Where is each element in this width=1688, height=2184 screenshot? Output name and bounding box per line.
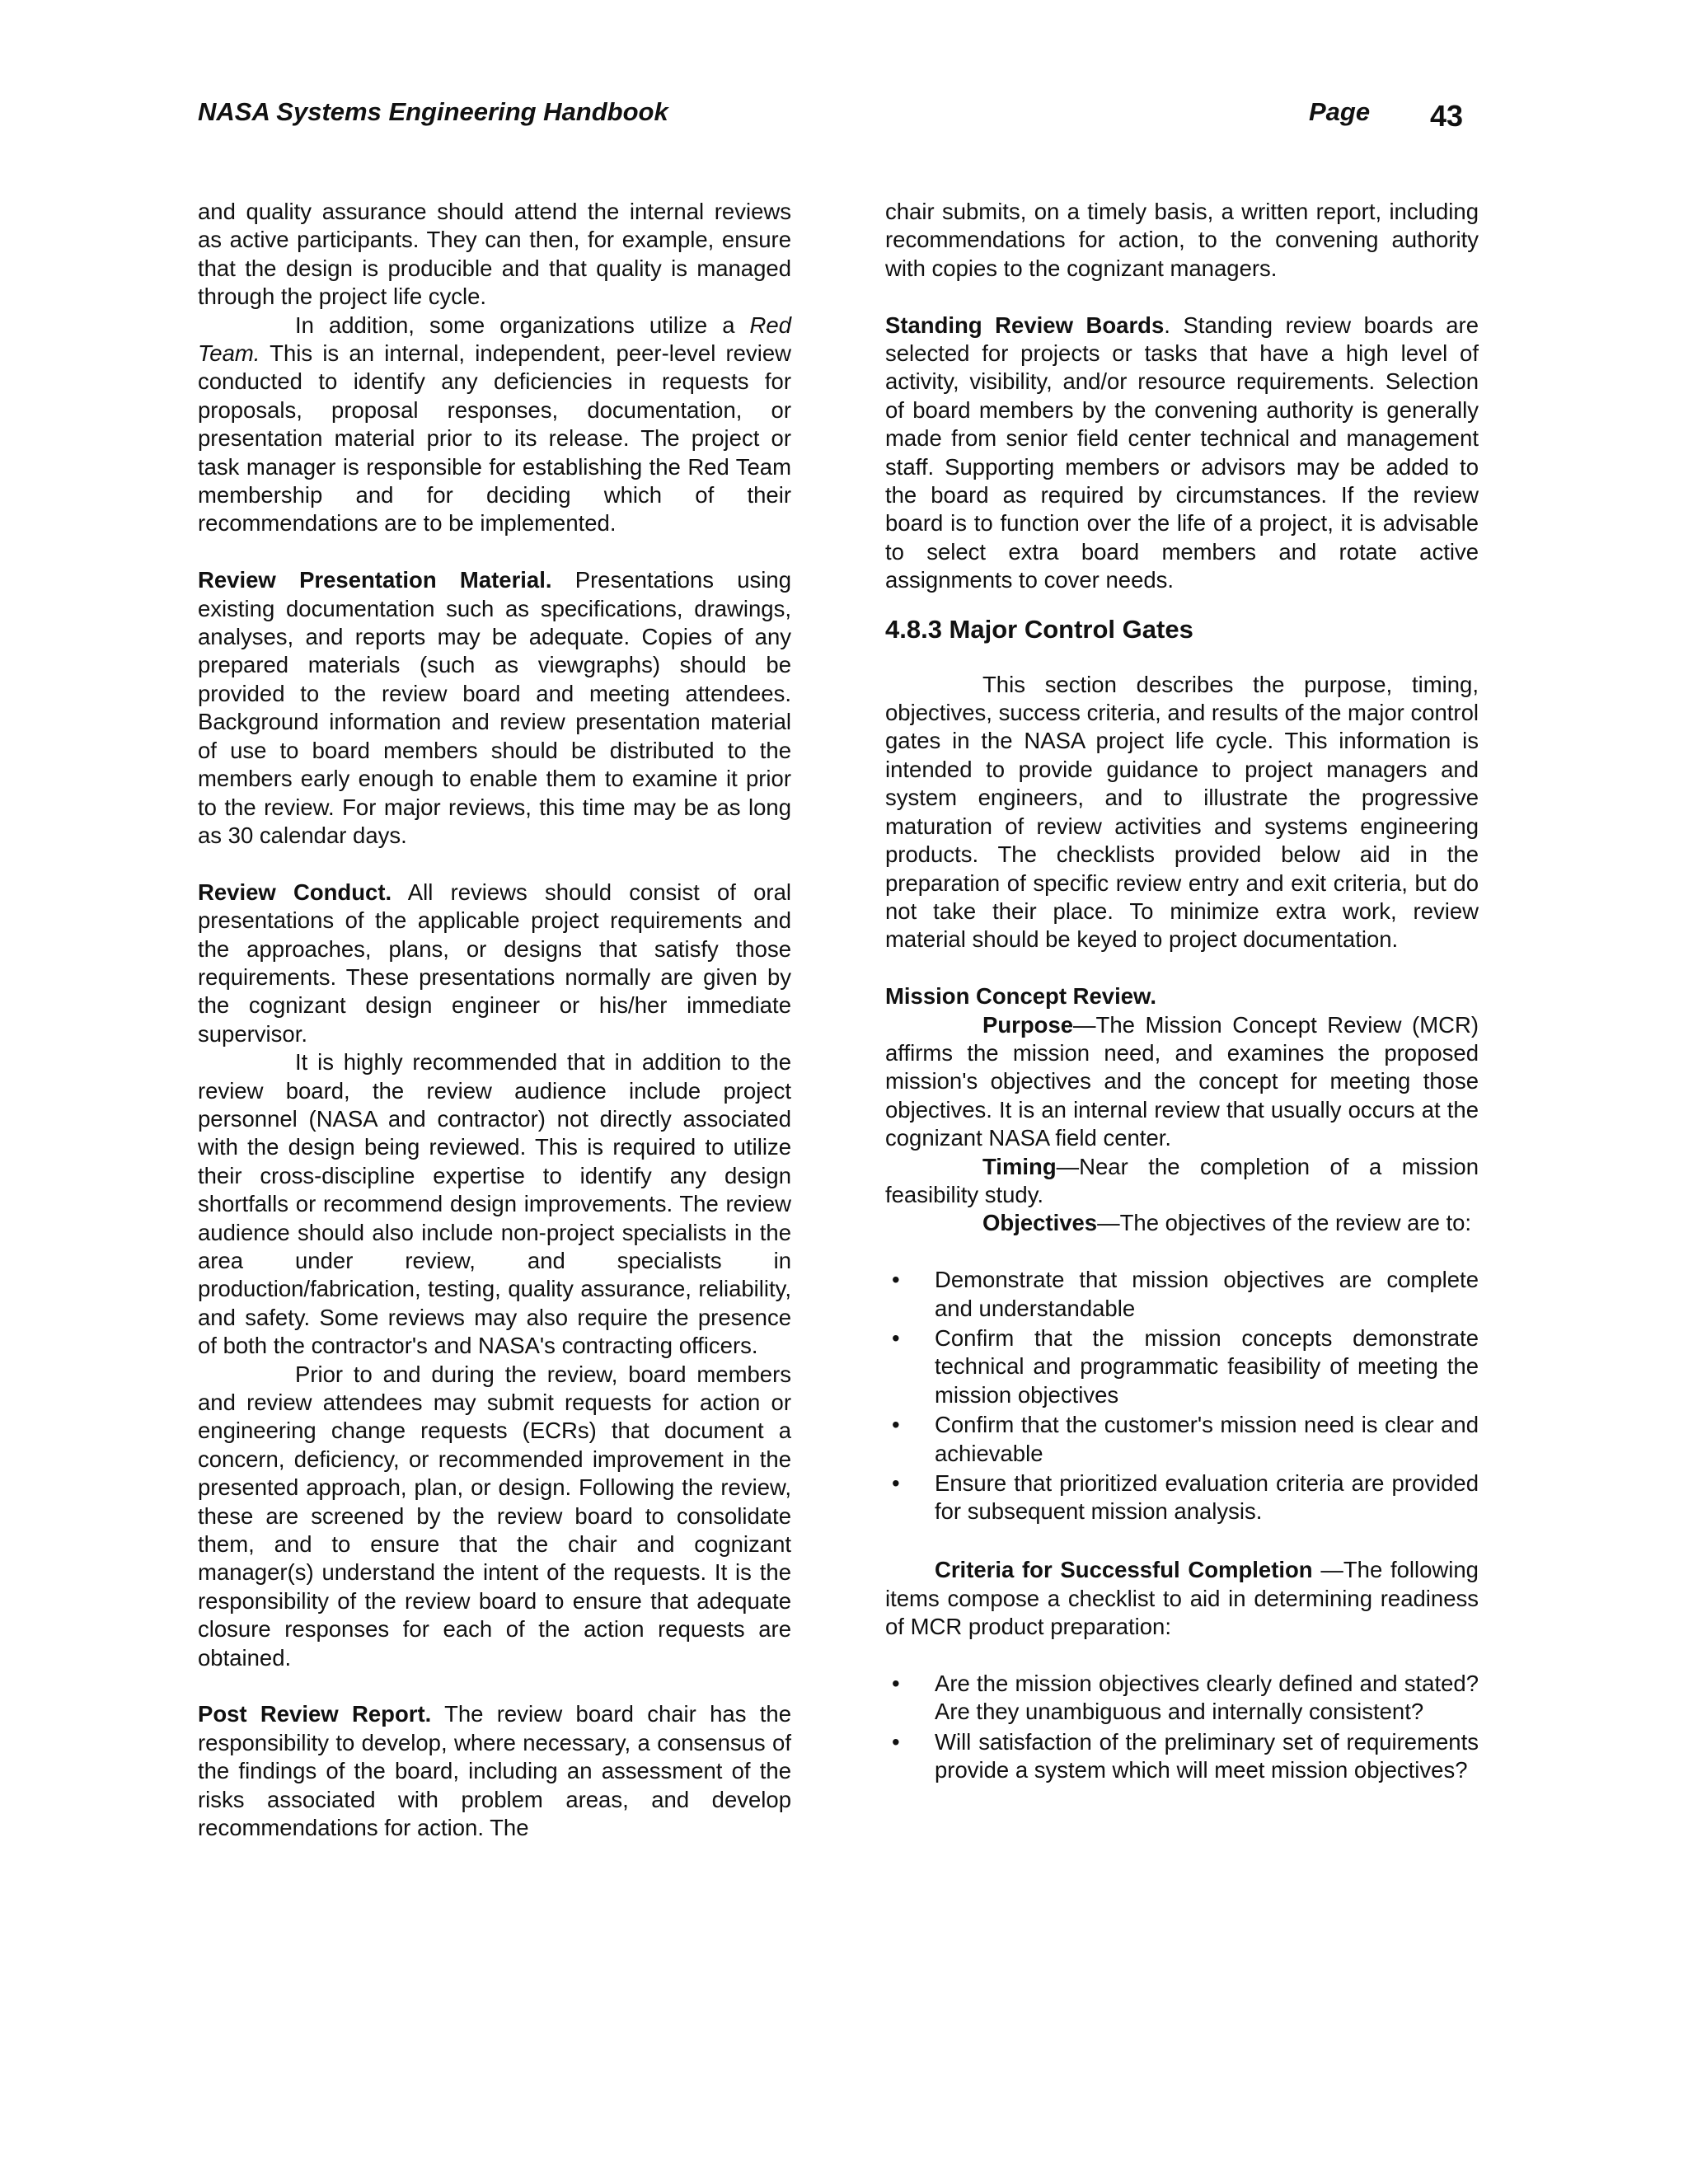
list-item: • Confirm that the customer's mission need is clear and achievable (892, 1412, 1479, 1466)
purpose-label: Purpose (982, 1011, 1074, 1038)
right-column (885, 198, 1479, 1786)
review-conduct-body: All reviews should consist of oral presentations of the applicable project requirements and the approaches, plans, or designs that satisfy those requirements. These presentations normally are given by the cognizant design engineer or his/her immediate supervisor. (198, 879, 791, 1047)
bullet-icon: • (892, 1470, 900, 1497)
criteria-list (885, 1670, 1479, 1785)
paragraph-quality-assurance: and quality assurance should attend the internal reviews as active participants. They can then, for example, ensure that the design is producible and that quality is managed through the project life cycle. (198, 199, 791, 310)
paragraph-chair-submits: chair submits, on a timely basis, a written report, including recommendations for action, to the convening authority with copies to the cognizant managers. (885, 199, 1479, 281)
purpose-body: —The Mission Concept Review (MCR) affirms the mission need, and examines the proposed mission's objectives and the concept for meeting those objectives. It is an internal review that usually occurs at the cognizant NASA field center. (885, 1011, 1479, 1151)
list-item: • Ensure that prioritized evaluation criteria are provided for subsequent mission analysis. (892, 1470, 1479, 1525)
red-team-body: This is an internal, independent, peer-level review conducted to identify any deficiencies in requests for proposals, proposal responses, documentation, or presentation material prior to its release. The project or task manager is responsible for establishing the Red Team membership and for deciding which of their recommendations are to be implemented. (198, 340, 791, 537)
left-column (198, 198, 791, 1843)
bullet-icon: • (892, 1728, 900, 1755)
objectives-label: Objectives (982, 1210, 1098, 1236)
list-item: • Confirm that the mission concepts demonstrate technical and programmatic feasibility of meeting the mission objectives (892, 1324, 1479, 1408)
timing-label: Timing (982, 1153, 1057, 1179)
list-item: • Demonstrate that mission objectives are complete and understandable (892, 1267, 1479, 1321)
review-presentation-material-heading: Review Presentation Material. (198, 567, 552, 593)
bullet-icon: • (892, 1324, 900, 1351)
page-header (198, 97, 1467, 140)
section-heading: 4.8.3 Major Control Gates (885, 614, 1193, 644)
bullet-icon: • (892, 1267, 900, 1293)
success-criteria-label: Criteria for Successful Completion (935, 1557, 1313, 1583)
paragraph-section-intro: This section describes the purpose, timing, objectives, success criteria, and results of the major control gates in the NASA project life cycle. This information is intended to provide guidance to project managers and system engineers, and to illustrate the progressive maturation of review activities and systems engineering products. The checklists provided below aid in the preparation of specific review entry and exit criteria, but do not take their place. To minimize extra work, review material should be keyed to project documentation. (885, 671, 1479, 953)
paragraph-objectives (885, 1209, 1479, 1237)
review-presentation-material-body: Presentations using existing documentation such as specifications, drawings, analyses, and reports may be adequate. Copies of any prepared materials (such as viewgraphs) should be provided to the review board and meeting attendees. Background information and review presentation material of use to board members should be distributed to the members early enough to enable them to examine it prior to the review. For major reviews, this time may be as long as 30 calendar days. (198, 567, 791, 848)
bullet-icon: • (892, 1412, 900, 1438)
red-team-intro: In addition, some organizations utilize a (295, 312, 750, 338)
red-team-term: Red Team. (198, 312, 791, 367)
post-review-report-body: The review board chair has the responsibility to develop, where necessary, a consensus of the findings of the board, including an assessment of the risks associated with problem areas, and develop recommendations for action. The (198, 1701, 791, 1841)
standing-review-boards-body: . Standing review boards are selected for projects or tasks that have a high level of activity, visibility, and/or resource requirements. Selection of board members by the convening authority is generally made from senior field center technical and management staff. Supporting members or advisors may be added to the board as required by circumstances. If the review board is to function over the life of a project, it is advisable to select extra board members and rotate active assignments to cover needs. (885, 312, 1479, 593)
paragraph-success-criteria (885, 1556, 1479, 1641)
paragraph-review-conduct (198, 879, 791, 1048)
list-item: • Are the mission objectives clearly defined and stated? Are they unambiguous and internally consistent? (892, 1670, 1479, 1725)
paragraph-purpose (885, 1011, 1479, 1153)
bullet-icon: • (892, 1670, 900, 1696)
book-title: NASA Systems Engineering Handbook (198, 97, 668, 126)
paragraph-action-requests: Prior to and during the review, board members and review attendees may submit requests for action or engineering change requests (ECRs) that document a concern, deficiency, or recommended improvement in the presented approach, plan, or design. Following the review, these are screened by the review board to consolidate them, and to ensure that the chair and cognizant manager(s) understand the intent of the requests. It is the responsibility of the review board to ensure that adequate closure responses for each of the action requests are obtained. (198, 1361, 791, 1671)
list-item: • Will satisfaction of the preliminary set of requirements provide a system which will meet mission objectives? (892, 1728, 1479, 1783)
post-review-report-heading: Post Review Report. (198, 1701, 432, 1727)
page-number: 43 (1430, 99, 1464, 133)
paragraph-timing (885, 1153, 1479, 1210)
success-criteria-body: —The following items compose a checklist to aid in determining readiness of MCR product preparation: (885, 1557, 1479, 1640)
timing-body: —Near the completion of a mission feasibility study. (885, 1153, 1479, 1207)
page-label: Page (1309, 97, 1371, 126)
objectives-list (885, 1266, 1479, 1526)
review-conduct-heading: Review Conduct. (198, 879, 392, 905)
objectives-body: —The objectives of the review are to: (1097, 1210, 1472, 1236)
standing-review-boards-heading: Standing Review Boards (885, 312, 1165, 338)
paragraph-post-review-report (198, 1700, 791, 1842)
paragraph-review-presentation-material (198, 566, 791, 850)
paragraph-red-team (198, 312, 791, 538)
mission-concept-review-heading: Mission Concept Review. (885, 983, 1157, 1010)
paragraph-standing-review-boards (885, 312, 1479, 595)
paragraph-review-audience: It is highly recommended that in addition to the review board, the review audience include project personnel (NASA and contractor) not directly associated with the design being reviewed. This is required to utilize their cross-discipline expertise to identify any design shortfalls or recommend design improvements. The review audience should also include non-project specialists in the area under review, and specialists in production/fabrication, testing, quality assurance, reliability, and safety. Some reviews may also require the presence of both the contractor's and NASA's contracting officers. (198, 1049, 791, 1359)
